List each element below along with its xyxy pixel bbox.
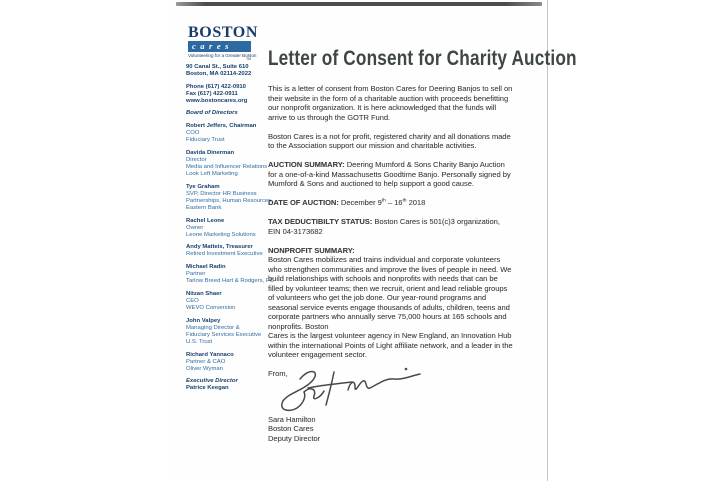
board-member: Andy Matteis, Treasurer Retired Investment Executive	[186, 244, 263, 258]
letter-body	[268, 47, 577, 447]
auction-summary-label: AUCTION SUMMARY:	[268, 160, 345, 169]
auction-date-line	[268, 198, 513, 208]
auction-date-text: 2018	[406, 198, 426, 207]
phone-line: Phone (617) 422-0910	[186, 83, 246, 90]
nonprofit-summary-text: Cares is the largest volunteer agency in New England, an Innovation Hub within the international Points of Light affiliate network, and a leader in the volunteer engagement sector.	[268, 331, 513, 359]
board-member: Rachel Leone Owner Leone Marketing Solutions	[186, 217, 256, 238]
fax-line: Fax (617) 422-0911	[186, 90, 238, 97]
paragraph-consent: This is a letter of consent from Boston Cares for Deering Banjos to sell on their website in the form of a charitable auction with proceeds benefitting our nonprofit organization. It is here acknowledged that the funds will arrive to us through the GOTR Fund.	[268, 84, 513, 122]
executive-director-name: Patrice Keegan	[186, 385, 229, 392]
board-member: Tye Graham SVP, Director HR Business Partnerships, Human Resources Eastern Bank	[186, 183, 272, 211]
auction-summary	[268, 160, 513, 189]
nonprofit-summary-text: Boston Cares mobilizes and trains individual and corporate volunteers who strengthen communities and improve the lives of people in need. We build relationships with schools and nonprofits with needs that can be filled by volunteer teams; then we recruit, orient and lead reliable groups of volunteers who get the job done. Our year-round programs and seasonal service events engage thousands of adults, children, teens and corporate partners who annually serve 75,000 hours at 165 schools and nonprofits. Boston	[268, 255, 512, 331]
handwritten-signature	[270, 363, 430, 415]
logo-wordmark-boston: BOSTON	[188, 24, 258, 41]
letter-title: Letter of Consent for Charity Auction	[268, 47, 577, 70]
executive-director-heading: Executive Director	[186, 378, 238, 385]
board-heading: Board of Directors	[186, 110, 238, 117]
from-label: From,	[268, 369, 288, 378]
address-line: 90 Canal St., Suite 610	[186, 64, 249, 70]
board-member: John Valpey Managing Director & Fiduciary Services Executive U.S. Trust	[186, 317, 262, 345]
signature-block	[268, 369, 513, 447]
logo-trademark: TM	[245, 57, 251, 61]
boston-cares-logo	[188, 25, 258, 61]
logo-band-cares: cares	[188, 41, 251, 52]
auction-summary-text: Deering Mumford & Sons Charity Banjo Auction for a one-of-a-kind Massachusetts Goodtime Banjo. Personally signed by Mumford & Sons and auctioned to help support a good cause.	[268, 160, 511, 188]
tax-status-line	[268, 217, 513, 236]
tax-status-text: Boston Cares is 501(c)3 organization, EIN 04-3173682	[268, 217, 500, 236]
ordinal-superscript: th	[402, 198, 407, 204]
signer-organization: Boston Cares	[268, 424, 314, 434]
auction-date-label: DATE OF AUCTION:	[268, 198, 339, 207]
signer-identity	[268, 415, 320, 443]
board-member: Robert Jeffers, Chairman COO Fiduciary Trust	[186, 123, 257, 144]
signer-name: Sara Hamilton	[268, 415, 316, 424]
board-member: Michael Radin Partner Tarlow Breed Hart & Rodgers, PC	[186, 264, 275, 285]
website-line: www.bostoncares.org	[186, 97, 248, 104]
auction-date-text: December 9	[338, 198, 382, 207]
board-member: Nitzan Shaer CEO WEVO Conversion	[186, 290, 236, 312]
address-line: Boston, MA 02114-2022	[186, 71, 252, 78]
signer-title: Deputy Director	[268, 433, 321, 443]
auction-date-text: – 16	[385, 198, 403, 207]
tax-status-label: TAX DEDUCTIBILTY STATUS:	[268, 217, 373, 226]
ordinal-superscript: th	[381, 198, 386, 204]
paragraph-charity-status: Boston Cares is a not for profit, registered charity and all donations made to the Association support our mission and charitable activities.	[268, 131, 511, 150]
logo-tagline: Volunteering for a Greater Boston	[188, 53, 257, 58]
board-member: Davida Dinerman Director Media and Influencer Relations Look Left Marketing	[186, 149, 268, 178]
scan-edge-artifact	[176, 2, 542, 6]
board-member: Richard Yannaco Partner & CAO Oliver Wyman	[186, 351, 234, 372]
nonprofit-summary-heading: NONPROFIT SUMMARY:	[268, 245, 355, 255]
